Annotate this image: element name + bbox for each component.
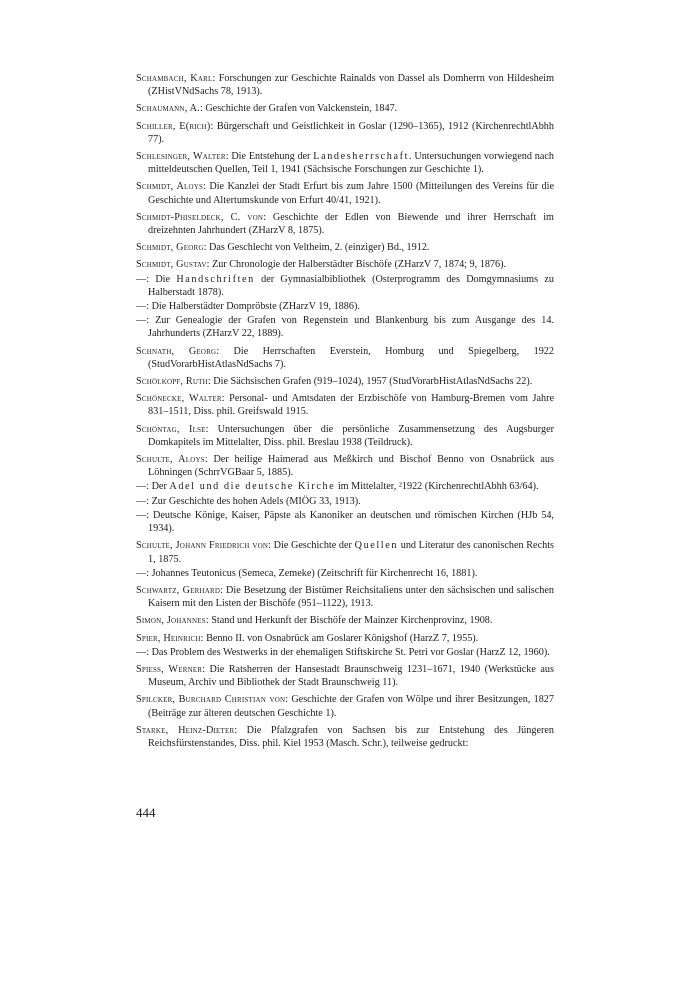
entry-title-prefix: Die Entstehung der	[231, 151, 314, 163]
entry-emphasis: Handschriften	[176, 273, 255, 285]
entry-dash: —	[136, 315, 147, 327]
entry-author: Schaumann, A.	[136, 103, 200, 115]
entry-author: Schwartz, Gerhard	[136, 584, 221, 596]
bibliography-entry: Schambach, Karl: Forschungen zur Geschichte Rainalds von Dassel als Domherrn von Hildesheim (ZHistVNdSachs 78, 1913).	[136, 73, 554, 98]
bibliography-entry: —: Johannes Teutonicus (Semeca, Zemeke) (Zeitschrift für Kirchenrecht 16, 1881).	[136, 567, 478, 579]
entry-text: Geschichte der Grafen von Wölpe und ihrer Besitzungen, 1827 (Beiträge zur älteren deutschen Geschichte 1).	[148, 694, 554, 719]
entry-text: Die Halberstädter Dompröbste (ZHarzV 19, 1886).	[151, 301, 360, 313]
bibliography-entry: Schnath, Georg: Die Herrschaften Everstein, Homburg und Spiegelberg, 1922 (StudVorarbHistAtlasNdSachs 7).	[136, 345, 554, 370]
bibliography-entry: Schmidt, Georg: Das Geschlecht von Veltheim, 2. (einziger) Bd., 1912.	[136, 242, 430, 254]
bibliography-entry: —: Der Adel und die deutsche Kirche im Mittelalter, ²1922 (KirchenrechtlAbhh 63/64).	[136, 481, 539, 493]
entry-text: Benno II. von Osnabrück am Goslarer Königshof (HarzZ 7, 1955).	[206, 632, 479, 644]
entry-title-prefix: Die Geschichte der	[273, 540, 355, 552]
entry-dash: —	[136, 646, 147, 658]
entry-text: Das Geschlecht von Veltheim, 2. (einziger) Bd., 1912.	[208, 242, 430, 254]
entry-author: Schmidt, Georg	[136, 242, 204, 254]
entry-dash: —	[136, 481, 147, 493]
bibliography-entry: Schöntag, Ilse: Untersuchungen über die persönliche Zusammensetzung des Augsburger Domkapitels im Mittelalter, Diss. phil. Breslau 1938 (Teildruck).	[136, 423, 554, 448]
entry-text: Die Ratsherren der Hansestadt Braunschweig 1231–1671, 1940 (Werkstücke aus Museum, Archiv und Bibliothek der Stadt Braunschweig 11).	[148, 663, 554, 689]
entry-emphasis: Landesherrschaft	[313, 151, 409, 163]
entry-text: Untersuchungen über die persönliche Zusammensetzung des Augsburger Domkapitels im Mittelalter, Diss. phil. Breslau 1938 (Teildruck).	[148, 423, 554, 448]
entry-author: Spiess, Werner	[136, 663, 203, 675]
bibliography-entry: —: Zur Genealogie der Grafen von Regenstein und Blankenburg bis zum Ausgange des 14. Jahrhunderts (ZHarzV 22, 1889).	[136, 315, 554, 340]
bibliography-entry: —: Das Problem des Westwerks in der ehemaligen Stiftskirche St. Petri vor Goslar (HarzZ 12, 1960).	[136, 646, 550, 658]
entry-text: Die Kanzlei der Stadt Erfurt bis zum Jahre 1500 (Mitteilungen des Vereins für die Geschichte und Altertumskunde von Erfurt 40/41, 1921).	[148, 181, 554, 206]
entry-text: im Mittelalter, ²1922 (KirchenrechtlAbhh 63/64).	[335, 481, 539, 493]
entry-text: Zur Chronologie der Halberstädter Bischöfe (ZHarzV 7, 1874; 9, 1876).	[212, 259, 507, 271]
entry-title-prefix: Die	[155, 273, 177, 285]
bibliography-entry: Starke, Heinz-Dieter: Die Pfalzgrafen von Sachsen bis zur Entstehung des Jüngeren Reichsfürstenstandes, Diss. phil. Kiel 1953 (Masch. Schr.), teilweise gedruckt:	[136, 724, 554, 749]
bibliography-entry: Schönecke, Walter: Personal- und Amtsdaten der Erzbischöfe von Hamburg-Bremen vom Jahre 831–1511, Diss. phil. Greifswald 1915.	[136, 393, 554, 418]
bibliography-entry: —: Die Halberstädter Dompröbste (ZHarzV 19, 1886).	[136, 301, 360, 313]
entry-text: Stand und Herkunft der Bischöfe der Mainzer Kirchenprovinz, 1908.	[211, 615, 493, 627]
entry-text: Der heilige Haimerad aus Meßkirch und Bischof Benno von Osnabrück aus Löhningen (SchrrVGBaar 5, 1885).	[148, 454, 554, 479]
page-number: 444	[136, 805, 156, 820]
bibliography-entry: Spier, Heinrich: Benno II. von Osnabrück am Goslarer Königshof (HarzZ 7, 1955).	[136, 632, 479, 644]
bibliography-entry: Schaumann, A.: Geschichte der Grafen von Valckenstein, 1847.	[136, 103, 398, 115]
entry-author: Schlesinger, Walter	[136, 151, 226, 163]
entry-text: Zur Geschichte des hohen Adels (MIÖG 33, 1913).	[151, 495, 361, 507]
entry-author: Simon, Johannes	[136, 615, 206, 627]
bibliography-entry: Spilcker, Burchard Christian von: Geschichte der Grafen von Wölpe und ihrer Besitzungen, 1827 (Beiträge zur älteren deutschen Geschichte 1).	[136, 694, 554, 719]
entry-text: Forschungen zur Geschichte Rainalds von Dassel als Domherrn von Hildesheim (ZHistVNdSachs 78, 1913).	[148, 73, 554, 98]
bibliography-entry: Schölkopf, Ruth: Die Sächsischen Grafen (919–1024), 1957 (StudVorarbHistAtlasNdSachs 22).	[136, 376, 533, 388]
entry-author: Schiller, E(rich)	[136, 120, 211, 132]
entry-text: Die Pfalzgrafen von Sachsen bis zur Entstehung des Jüngeren Reichsfürstenstandes, Diss. phil. Kiel 1953 (Masch. Schr.), teilweise gedruckt:	[148, 724, 554, 749]
entry-author: Schulte, Johann Friedrich von	[136, 540, 269, 552]
bibliography-entry: Schmidt-Phiseldeck, C. von: Geschichte der Edlen von Biewende und ihrer Herrschaft im dreizehnten Jahrhundert (ZHarzV 8, 1875).	[136, 211, 554, 237]
entry-author: Schölkopf, Ruth	[136, 376, 208, 388]
entry-text: Das Problem des Westwerks in der ehemaligen Stiftskirche St. Petri vor Goslar (HarzZ 12, 1960).	[151, 646, 550, 658]
entry-author: Schmidt-Phiseldeck, C. von	[136, 211, 264, 223]
bibliography-entry: Spiess, Werner: Die Ratsherren der Hansestadt Braunschweig 1231–1671, 1940 (Werkstücke aus Museum, Archiv und Bibliothek der Stadt Braunschweig 11).	[136, 663, 554, 689]
entry-text: und Literatur des canonischen Rechts 1, 1875.	[148, 540, 554, 565]
entry-author: Starke, Heinz-Dieter	[136, 724, 235, 736]
entry-dash: —	[136, 301, 147, 313]
bibliography-entry: Schmidt, Aloys: Die Kanzlei der Stadt Erfurt bis zum Jahre 1500 (Mitteilungen des Vereins für die Geschichte und Altertumskunde von Erfurt 40/41, 1921).	[136, 181, 554, 206]
entry-dash: —	[136, 567, 147, 579]
entry-emphasis: Adel und die deutsche Kirche	[169, 481, 336, 493]
entry-text: Bürgerschaft und Geistlichkeit in Goslar (1290–1365), 1912 (KirchenrechtlAbhh 77).	[148, 120, 554, 145]
entry-text: Zur Genealogie der Grafen von Regenstein und Blankenburg bis zum Ausgange des 14. Jahrhunderts (ZHarzV 22, 1889).	[148, 315, 554, 340]
bibliography-entry: Schmidt, Gustav: Zur Chronologie der Halberstädter Bischöfe (ZHarzV 7, 1874; 9, 1876).	[136, 259, 507, 271]
entry-text: Die Besetzung der Bistümer Reichsitaliens unter den sächsischen und salischen Kaisern mit den Listen der Bischöfe (951–1122), 1913.	[148, 584, 554, 610]
entry-text: Geschichte der Edlen von Biewende und ihrer Herrschaft im dreizehnten Jahrhundert (ZHarzV 8, 1875).	[148, 211, 554, 237]
bibliography-list	[136, 72, 554, 754]
entry-dash: —	[136, 509, 147, 521]
entry-author: Spier, Heinrich	[136, 632, 201, 644]
entry-text: Johannes Teutonicus (Semeca, Zemeke) (Zeitschrift für Kirchenrecht 16, 1881).	[151, 567, 478, 579]
bibliography-entry: —: Die Handschriften der Gymnasialbibliothek (Osterprogramm des Domgymnasiums zu Halberstadt 1878).	[136, 273, 554, 298]
entry-author: Schöntag, Ilse	[136, 423, 206, 435]
entry-author: Schmidt, Aloys	[136, 181, 204, 193]
bibliography-entry: Schulte, Aloys: Der heilige Haimerad aus Meßkirch und Bischof Benno von Osnabrück aus Löhningen (SchrrVGBaar 5, 1885).	[136, 454, 554, 479]
bibliography-entry: —: Zur Geschichte des hohen Adels (MIÖG 33, 1913).	[136, 495, 361, 507]
entry-author: Schambach, Karl	[136, 73, 213, 84]
entry-text: der Gymnasialbibliothek (Osterprogramm des Domgymnasiums zu Halberstadt 1878).	[148, 273, 554, 298]
entry-text: Geschichte der Grafen von Valckenstein, 1847.	[205, 103, 398, 115]
bibliography-entry: Simon, Johannes: Stand und Herkunft der Bischöfe der Mainzer Kirchenprovinz, 1908.	[136, 615, 493, 627]
entry-text: Die Herrschaften Everstein, Homburg und Spiegelberg, 1922 (StudVorarbHistAtlasNdSachs 7).	[148, 345, 554, 370]
entry-author: Schnath, Georg	[136, 345, 217, 357]
entry-text: Deutsche Könige, Kaiser, Päpste als Kanoniker an deutschen und römischen Kirchen (HJb 54, 1934).	[148, 509, 554, 535]
entry-text: Die Sächsischen Grafen (919–1024), 1957 (StudVorarbHistAtlasNdSachs 22).	[213, 376, 533, 388]
entry-text: . Untersuchungen vorwiegend nach mitteldeutschen Quellen, Teil 1, 1941 (Sächsische Forschungen zur Geschichte 1).	[148, 151, 554, 176]
bibliography-entry: Schwartz, Gerhard: Die Besetzung der Bistümer Reichsitaliens unter den sächsischen und salischen Kaisern mit den Listen der Bischöfe (951–1122), 1913.	[136, 584, 554, 610]
bibliography-entry: Schulte, Johann Friedrich von: Die Geschichte der Quellen und Literatur des canonischen Rechts 1, 1875.	[136, 540, 554, 565]
bibliography-entry: —: Deutsche Könige, Kaiser, Päpste als Kanoniker an deutschen und römischen Kirchen (HJb 54, 1934).	[136, 509, 554, 535]
entry-author: Spilcker, Burchard Christian von	[136, 694, 286, 706]
bibliography-entry: Schlesinger, Walter: Die Entstehung der Landesherrschaft. Untersuchungen vorwiegend nach mitteldeutschen Quellen, Teil 1, 1941 (Sächsische Forschungen zur Geschichte 1).	[136, 151, 554, 176]
entry-dash: —	[136, 273, 147, 285]
bibliography-entry: Schiller, E(rich): Bürgerschaft und Geistlichkeit in Goslar (1290–1365), 1912 (KirchenrechtlAbhh 77).	[136, 120, 554, 145]
entry-author: Schönecke, Walter	[136, 393, 222, 405]
entry-title-prefix: Der	[151, 481, 170, 493]
entry-text: Personal- und Amtsdaten der Erzbischöfe von Hamburg-Bremen vom Jahre 831–1511, Diss. phil. Greifswald 1915.	[148, 393, 554, 418]
entry-author: Schmidt, Gustav	[136, 259, 207, 271]
entry-author: Schulte, Aloys	[136, 454, 205, 466]
entry-dash: —	[136, 495, 147, 507]
entry-emphasis: Quellen	[354, 540, 399, 552]
